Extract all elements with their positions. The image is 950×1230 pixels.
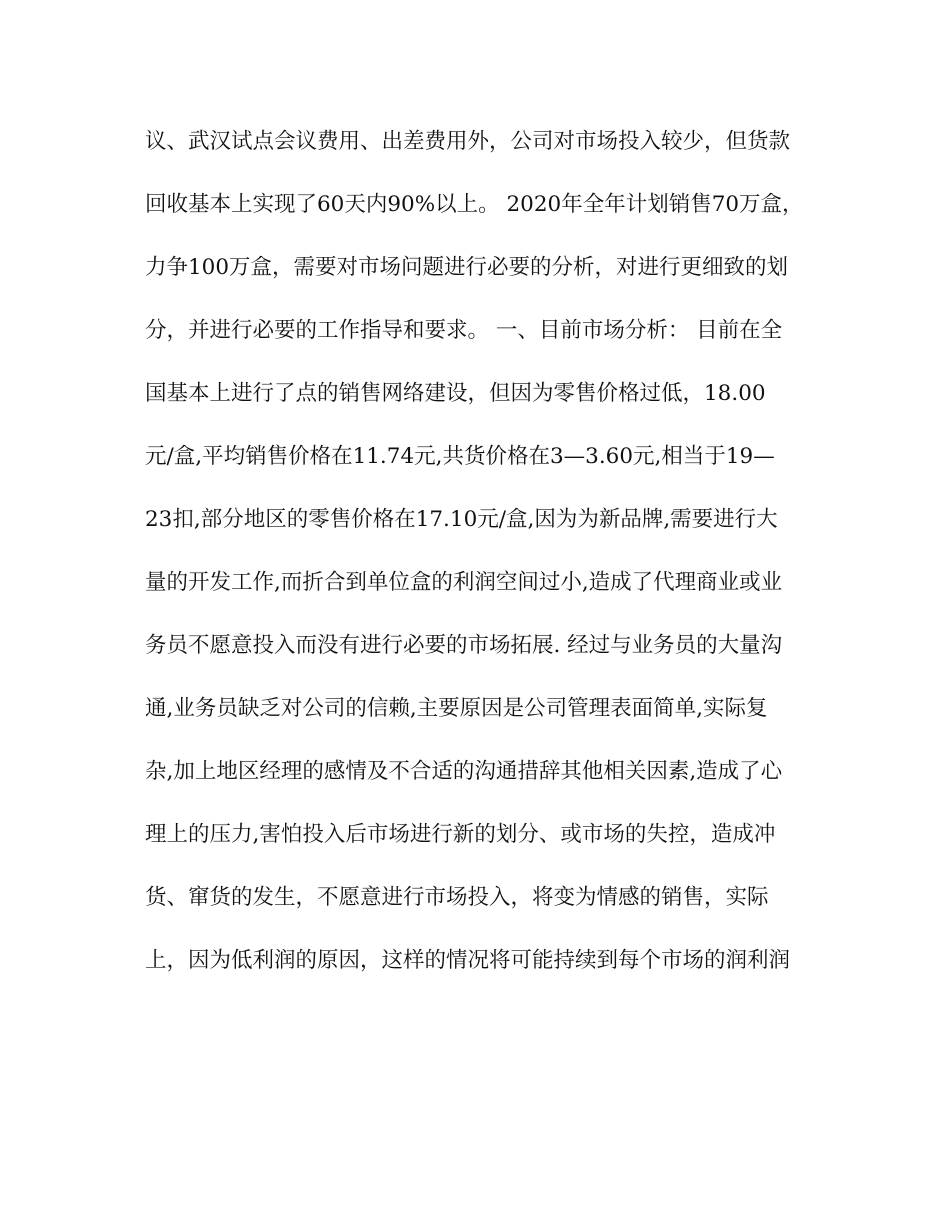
text-line: 货、窜货的发生，不愿意进行市场投入，将变为情感的销售，实际 — [145, 885, 769, 910]
text-line: 分，并进行必要的工作指导和要求。 一、目前市场分析： 目前在全 — [145, 318, 783, 343]
text-line: 上，因为低利润的原因，这样的情况将可能持续到每个市场的润利润 — [145, 948, 791, 973]
text-line: 力争100万盒，需要对市场问题进行必要的分析，对进行更细致的划 — [145, 255, 789, 280]
text-line: 国基本上进行了点的销售网络建设，但因为零售价格过低，18.00 — [145, 381, 766, 406]
text-line: 理上的压力,害怕投入后市场进行新的划分、或市场的失控，造成冲 — [145, 822, 776, 847]
text-line: 23扣,部分地区的零售价格在17.10元/盒,因为为新品牌,需要进行大 — [145, 507, 778, 532]
text-line: 元/盒,平均销售价格在11.74元,共货价格在3—3.60元,相当于19— — [145, 444, 775, 469]
body-text — [145, 118, 805, 1000]
text-line: 回收基本上实现了60天内90%以上。 2020年全年计划销售70万盒， — [145, 192, 804, 217]
text-line: 量的开发工作,而折合到单位盒的利润空间过小,造成了代理商业或业 — [145, 570, 783, 595]
text-line: 杂,加上地区经理的感情及不合适的沟通措辞其他相关因素,造成了心 — [145, 759, 783, 784]
text-line: 议、武汉试点会议费用、出差费用外，公司对市场投入较少，但货款 — [145, 129, 791, 154]
text-line: 务员不愿意投入而没有进行必要的市场拓展. 经过与业务员的大量沟 — [145, 633, 783, 658]
text-line: 通,业务员缺乏对公司的信赖,主要原因是公司管理表面简单,实际复 — [145, 696, 768, 721]
